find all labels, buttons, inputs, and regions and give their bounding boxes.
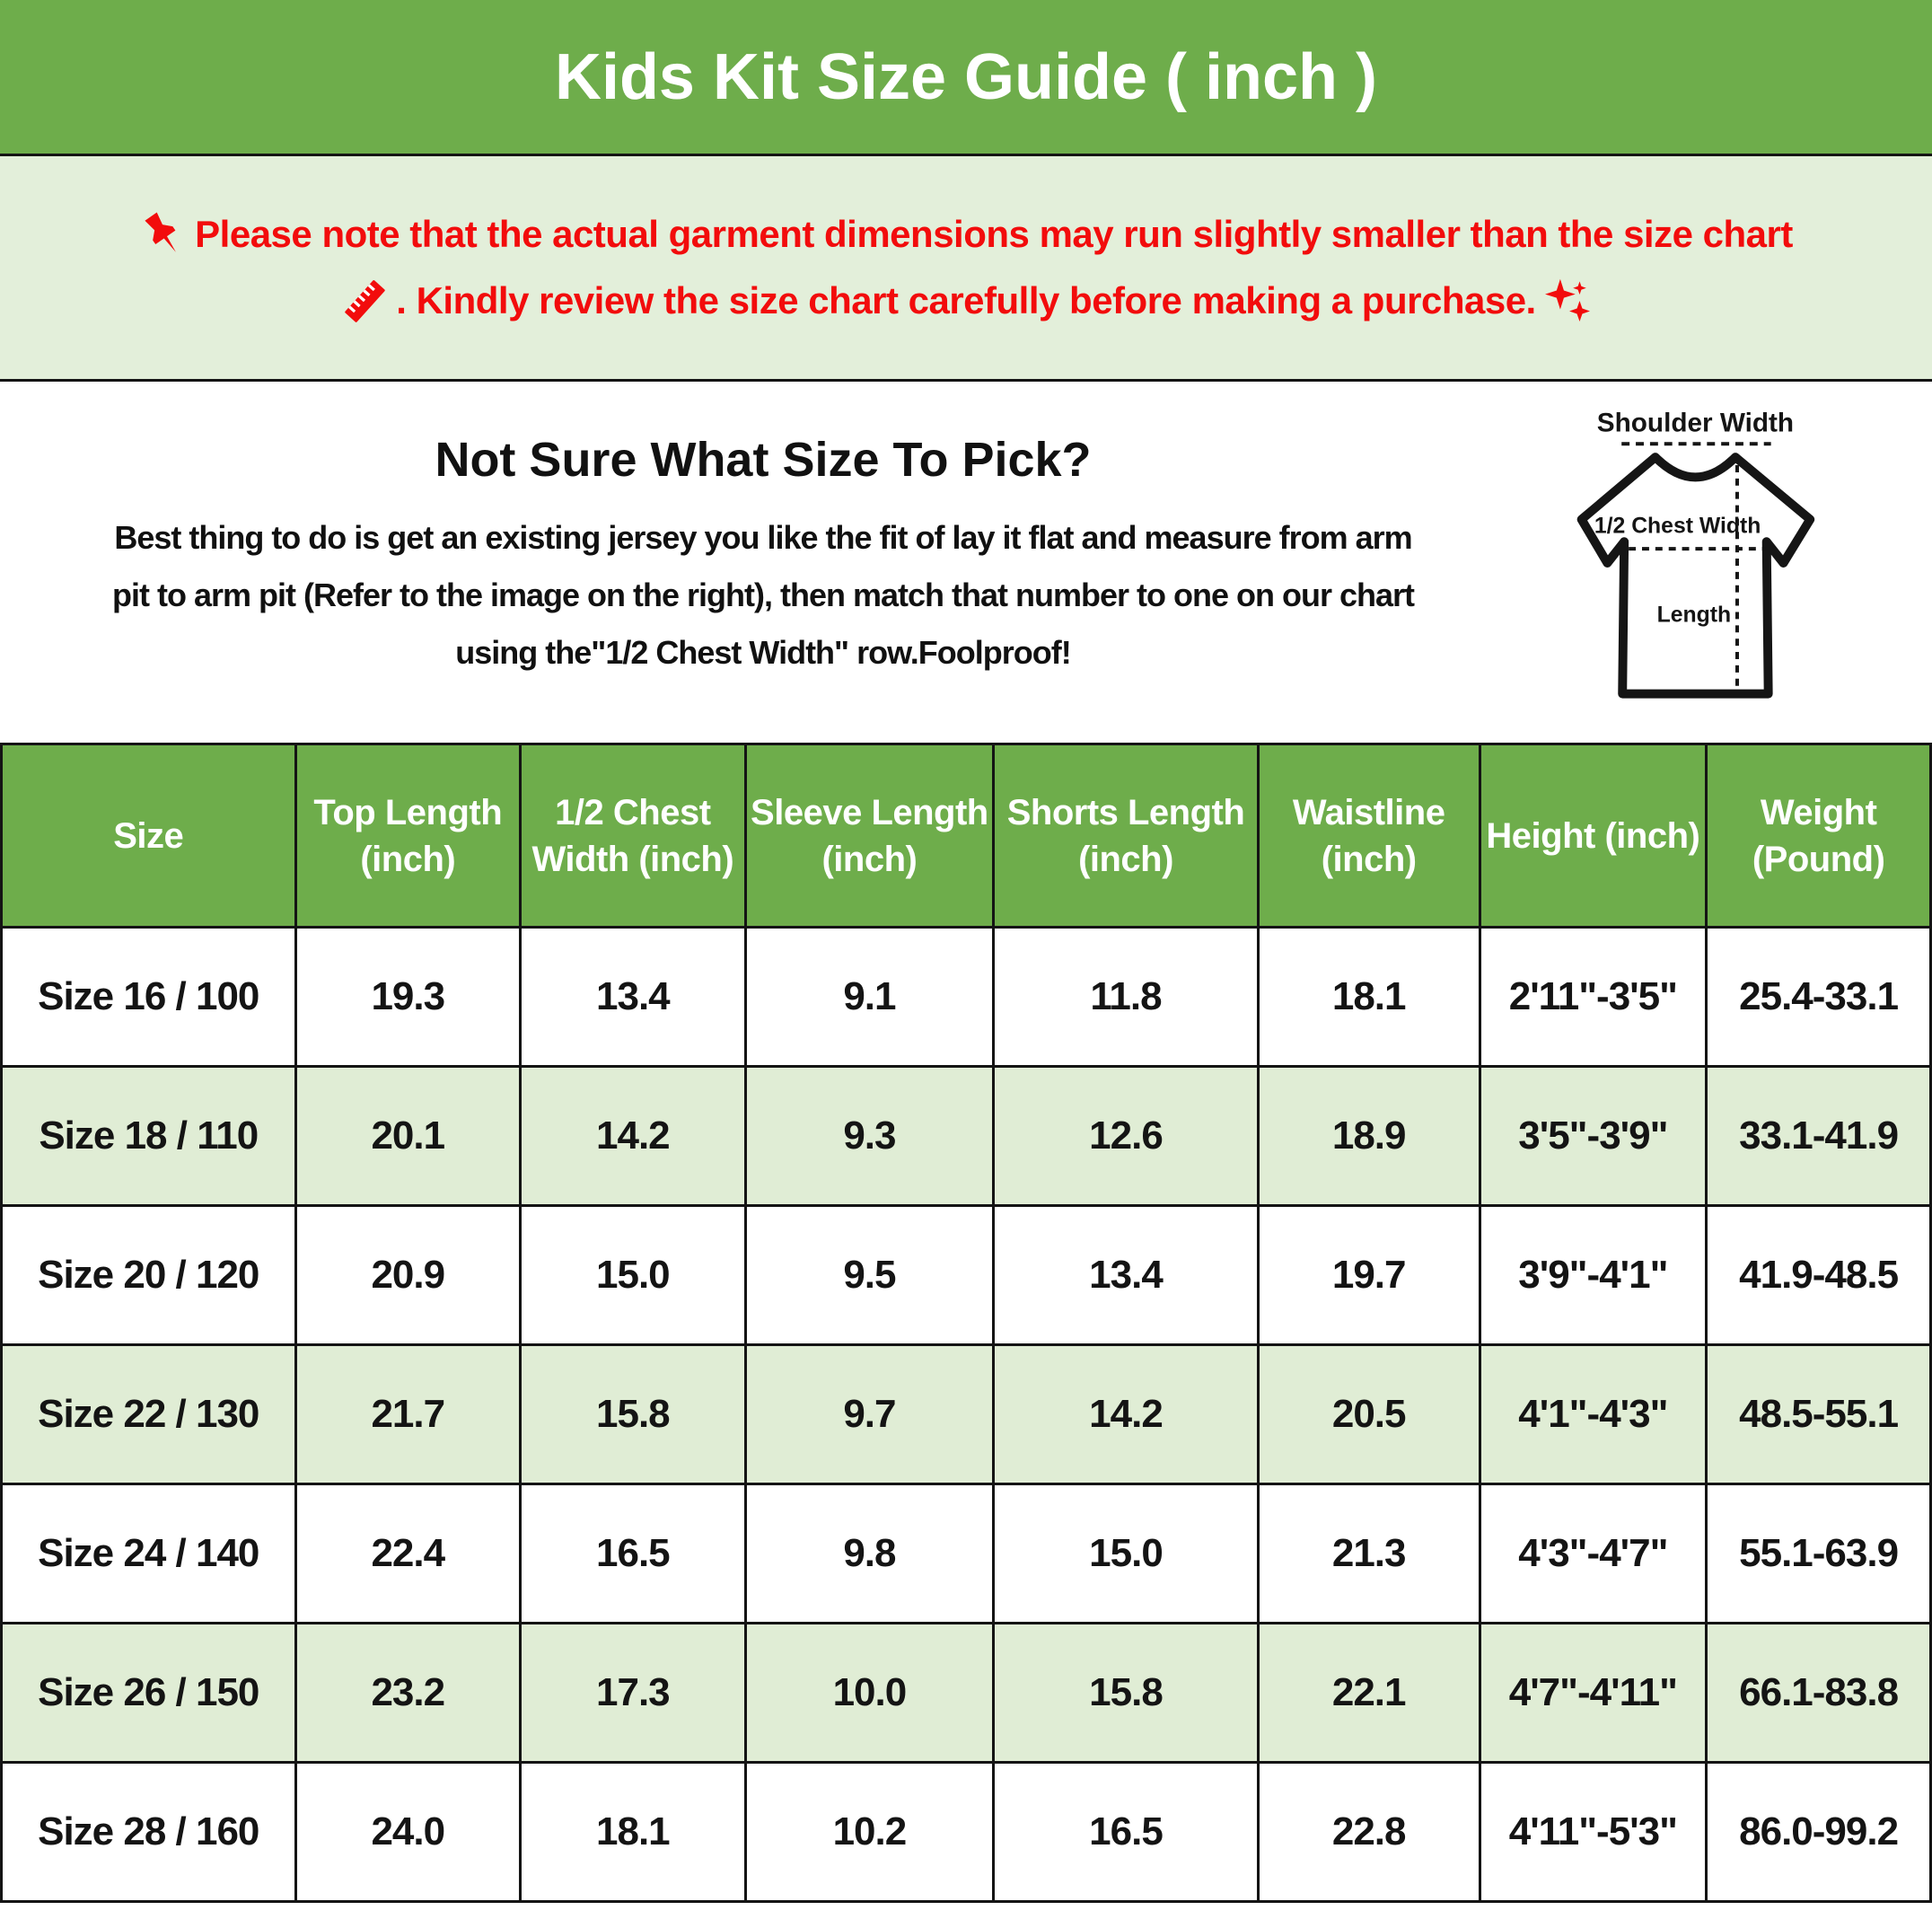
half-chest-cell: 16.5 [521,1484,746,1624]
waistline-cell: 21.3 [1258,1484,1480,1624]
weight-cell: 41.9-48.5 [1707,1206,1931,1345]
notice-line-2 [340,277,1591,325]
table-row-size-28 [2,1763,1931,1902]
shorts-length-cell: 15.8 [994,1624,1259,1763]
sleeve-length-cell: 9.5 [745,1206,994,1345]
sleeve-length-cell: 9.3 [745,1067,994,1206]
weight-cell: 55.1-63.9 [1707,1484,1931,1624]
height-cell: 3'9"-4'1" [1480,1206,1707,1345]
half-chest-cell: 17.3 [521,1624,746,1763]
shorts-length-cell: 11.8 [994,928,1259,1067]
col-header-size: Size [2,744,296,928]
col-header-top-length: Top Length (inch) [295,744,521,928]
top-length-cell: 22.4 [295,1484,521,1624]
col-header-shorts-length: Shorts Length (inch) [994,744,1259,928]
height-cell: 4'11"-5'3" [1480,1763,1707,1902]
size-cell: Size 28 / 160 [2,1763,296,1902]
shorts-length-cell: 14.2 [994,1345,1259,1484]
tshirt-diagram [1546,385,1928,739]
waistline-cell: 20.5 [1258,1345,1480,1484]
waistline-cell: 22.8 [1258,1763,1480,1902]
size-cell: Size 16 / 100 [2,928,296,1067]
half-chest-cell: 13.4 [521,928,746,1067]
top-length-cell: 20.9 [295,1206,521,1345]
waistline-cell: 18.1 [1258,928,1480,1067]
shorts-length-cell: 15.0 [994,1484,1259,1624]
table-row-size-26 [2,1624,1931,1763]
shoulder-width-label: Shoulder Width [1596,408,1795,438]
half-chest-width-label: 1/2 Chest Width [1594,514,1761,539]
table-row-size-24 [2,1484,1931,1624]
size-cell: Size 24 / 140 [2,1484,296,1624]
sparkles-icon [1543,277,1592,325]
half-chest-cell: 18.1 [521,1763,746,1902]
top-length-cell: 21.7 [295,1345,521,1484]
table-header-row [2,744,1931,928]
howto-line-3: using the"1/2 Chest Width" row.Foolproof! [455,634,1071,671]
shorts-length-cell: 12.6 [994,1067,1259,1206]
howto-line-2: pit to arm pit (Refer to the image on the right), then match that number to one on our chart [111,577,1415,613]
col-header-half-chest-width: 1/2 Chest Width (inch) [521,744,746,928]
size-cell: Size 18 / 110 [2,1067,296,1206]
top-length-cell: 23.2 [295,1624,521,1763]
height-cell: 4'1"-4'3" [1480,1345,1707,1484]
size-cell: Size 20 / 120 [2,1206,296,1345]
weight-cell: 66.1-83.8 [1707,1624,1931,1763]
weight-cell: 25.4-33.1 [1707,928,1931,1067]
waistline-cell: 18.9 [1258,1067,1480,1206]
notice-text-2: . Kindly review the size chart carefully before making a purchase. [396,279,1536,321]
size-cell: Size 26 / 150 [2,1624,296,1763]
col-header-sleeve-length: Sleeve Length (inch) [745,744,994,928]
size-cell: Size 22 / 130 [2,1345,296,1484]
half-chest-cell: 15.8 [521,1345,746,1484]
table-row-size-20 [2,1206,1931,1345]
table-row-size-16 [2,928,1931,1067]
shorts-length-cell: 16.5 [994,1763,1259,1902]
sleeve-length-cell: 9.8 [745,1484,994,1624]
ruler-icon [340,277,389,325]
tshirt-outline [1582,457,1811,694]
notice-text-1: Please note that the actual garment dimensions may run slightly smaller than the size chart [195,213,1793,255]
height-cell: 3'5"-3'9" [1480,1067,1707,1206]
size-table [0,743,1932,1903]
half-chest-cell: 14.2 [521,1067,746,1206]
sleeve-length-cell: 9.1 [745,928,994,1067]
table-row-size-22 [2,1345,1931,1484]
top-length-cell: 20.1 [295,1067,521,1206]
shorts-length-cell: 13.4 [994,1206,1259,1345]
waistline-cell: 22.1 [1258,1624,1480,1763]
col-header-waistline: Waistline (inch) [1258,744,1480,928]
pushpin-icon [139,210,188,259]
page-title: Kids Kit Size Guide ( inch ) [554,40,1378,113]
howto-text [0,382,1526,743]
notice-banner [0,156,1932,382]
weight-cell: 48.5-55.1 [1707,1345,1931,1484]
sleeve-length-cell: 10.2 [745,1763,994,1902]
height-cell: 4'7"-4'11" [1480,1624,1707,1763]
howto-heading: Not Sure What Size To Pick? [435,433,1092,487]
col-header-height: Height (inch) [1480,744,1707,928]
waistline-cell: 19.7 [1258,1206,1480,1345]
height-cell: 4'3"-4'7" [1480,1484,1707,1624]
sleeve-length-cell: 10.0 [745,1624,994,1763]
weight-cell: 86.0-99.2 [1707,1763,1931,1902]
notice-line-1 [139,210,1793,259]
col-header-weight: Weight (Pound) [1707,744,1931,928]
height-cell: 2'11"-3'5" [1480,928,1707,1067]
title-bar [0,0,1932,156]
top-length-cell: 24.0 [295,1763,521,1902]
weight-cell: 33.1-41.9 [1707,1067,1931,1206]
half-chest-cell: 15.0 [521,1206,746,1345]
length-label: Length [1656,603,1732,628]
table-row-size-18 [2,1067,1931,1206]
howto-section [0,382,1932,743]
top-length-cell: 19.3 [295,928,521,1067]
sleeve-length-cell: 9.7 [745,1345,994,1484]
howto-line-1: Best thing to do is get an existing jersey you like the fit of lay it flat and measure from arm [114,519,1412,556]
